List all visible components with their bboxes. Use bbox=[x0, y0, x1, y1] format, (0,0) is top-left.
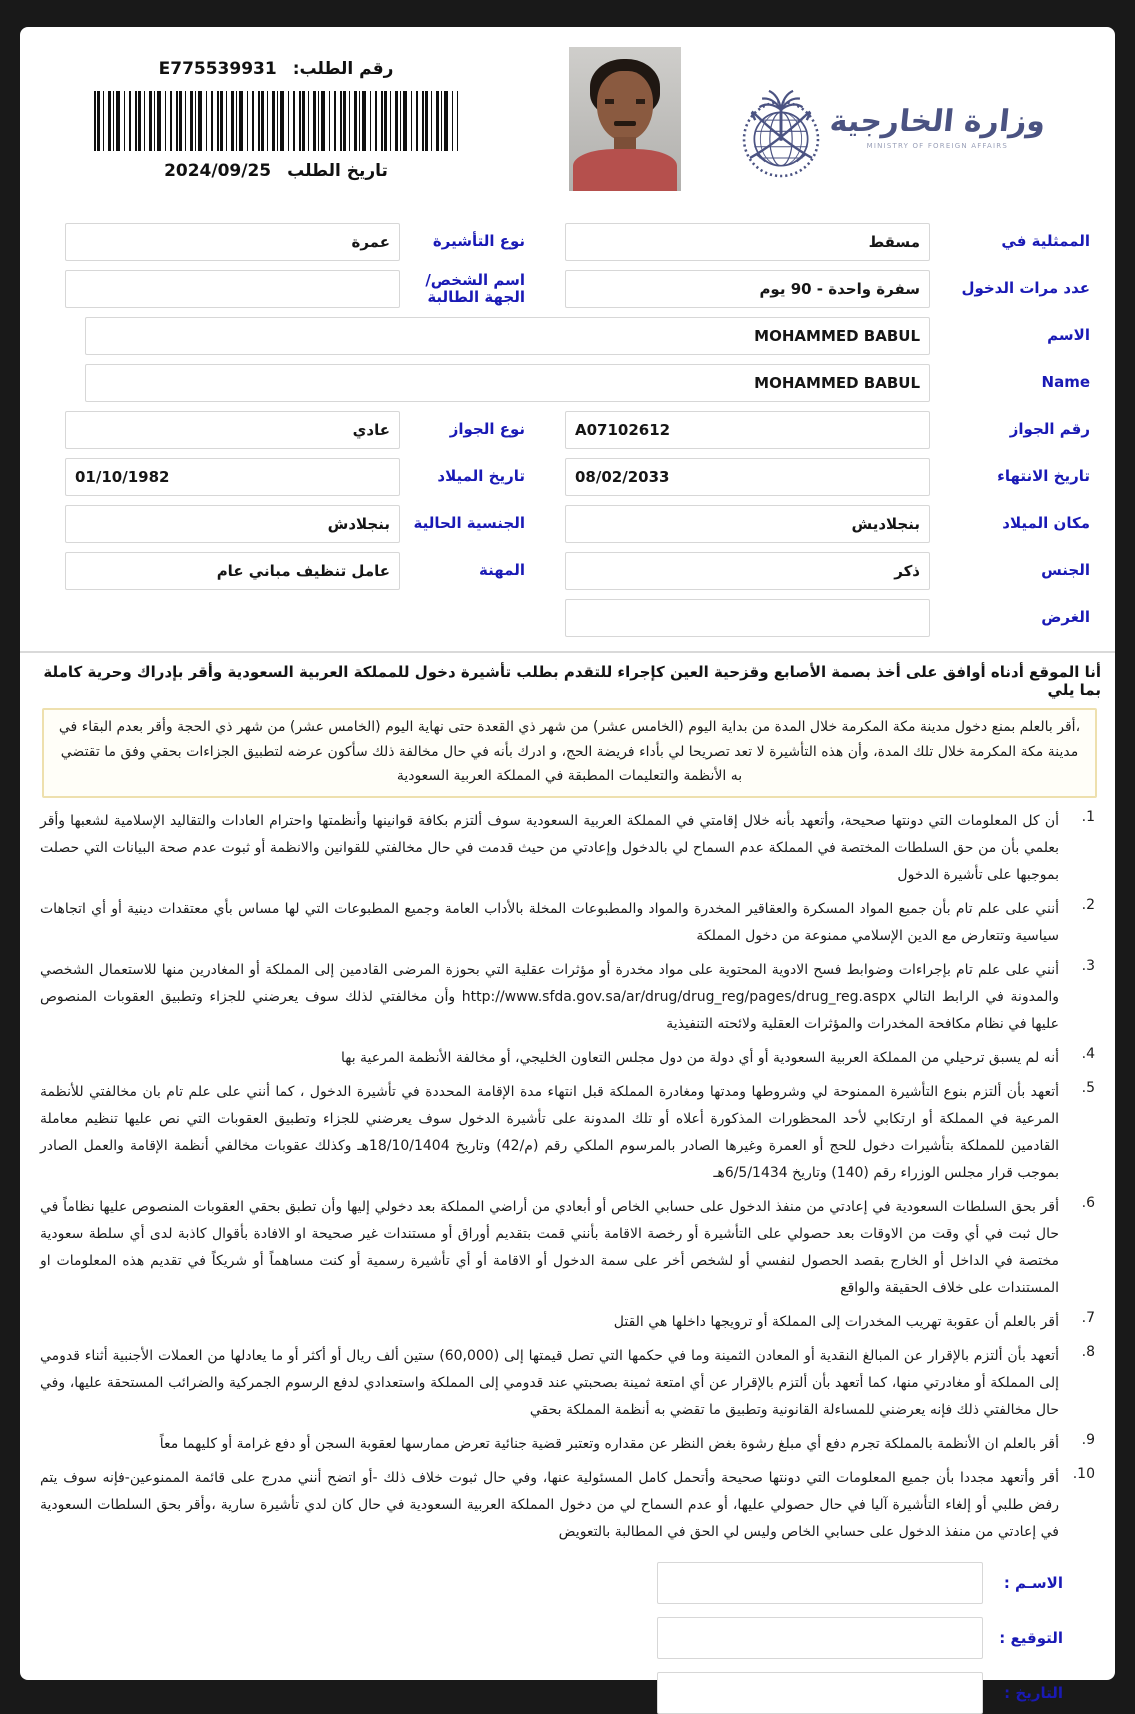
field-label-gender: الجنس bbox=[1041, 561, 1090, 580]
ministry-name-english: MINISTRY OF FOREIGN AFFAIRS bbox=[866, 141, 1008, 150]
field-value-mission: مسقط bbox=[565, 223, 930, 261]
makkah-notice: ،أقر بالعلم بمنع دخول مدينة مكة المكرمة خلال المدة من بداية اليوم (الخامس عشر) من شهر ذي القعدة حتى نهاية اليوم (الخامس عشر) من شهر ذي الحجة وأقر بعدم البقاء في مدينة مكة المكرمة خلال تلك المدة، وأن هذه التأشيرة لا تعد تصريحا لي بأداء فريضة الحج، و ادرك بأنه في حال مخالفة ذلك سأكون عرضه لتطبيق الجزاءات بحقي وفق ما تقتضي به الأنظمة والتعليمات المطبقة في المملكة العربية السعودية bbox=[42, 708, 1097, 798]
field-label-occupation: المهنة bbox=[479, 561, 525, 580]
signature-sign-field bbox=[657, 1617, 983, 1659]
request-date-value: 2024/09/25 bbox=[164, 161, 272, 181]
declaration-item bbox=[40, 957, 1095, 1038]
declaration-item-text: أنه لم يسبق ترحيلي من المملكة العربية السعودية أو أي دولة من دول مجلس التعاون الخليجي، أو مخالفة الأنظمة المرعية بها bbox=[340, 1049, 1059, 1066]
declaration-item-text: أقر بالعلم أن عقوبة تهريب المخدرات إلى المملكة أو ترويجها داخلها هي القتل bbox=[613, 1313, 1059, 1330]
declaration-item-text: أتعهد بأن ألتزم بنوع التأشيرة الممنوحة لي وشروطها ومدتها ومغادرة المملكة قبل انتهاء مدة الإقامة المحددة في تأشيرة الدخول ، كما أنني على علم تام بان مخالفتي للأنظمة المرعية في المملكة أو ارتكابي لأحد المحظورات المذكورة أعلاه أو تلك المدونة على تأشيرة الدخول سوف يعرضني للجزاء وتطبيق العقوبات التي نص عليها تنظيم معاملة القادمين للمملكة بتأشيرات دخول للحج أو العمرة وغيرها الصادر بالمرسوم الملكي رقم (م/42) وتاريخ 18/10/1404هـ وكذلك عقوبات مخالفي أنظمة الإقامة والعمل الصادر بموجب قرار مجلس الوزراء رقم (140) وتاريخ 6/5/1434هـ bbox=[40, 1083, 1060, 1181]
declaration-item-number: 10. bbox=[1072, 1465, 1095, 1482]
field-value-birth-place: بنجلاديش bbox=[565, 505, 930, 543]
field-label-mission: الممثلية في bbox=[1001, 232, 1090, 251]
document-header bbox=[20, 27, 1115, 207]
field-label-expiry-date: تاريخ الانتهاء bbox=[997, 467, 1090, 486]
declaration-item-number: 3. bbox=[1081, 957, 1095, 974]
declaration-item-text: أقر بالعلم ان الأنظمة بالمملكة تجرم دفع أي مبلغ رشوة بغض النظر عن مقداره وتعتبر قضية جنائية تعرض ممارسها لعقوبة السجن أو دفع غرامة أو كليهما معاً bbox=[159, 1435, 1059, 1452]
applicant-photo bbox=[569, 47, 681, 191]
field-label-requesting-party: اسم الشخص/الجهة الطالبة bbox=[425, 270, 525, 306]
declaration-item bbox=[40, 1194, 1095, 1302]
signature-date-label: التاريخ : bbox=[1004, 1683, 1063, 1702]
field-label-visa-type: نوع التأشيرة bbox=[432, 232, 525, 251]
declaration-heading: أنا الموقع أدناه أوافق على أخذ بصمة الأصابع وقزحية العين كإجراء للتقدم بطلب تأشيرة دخول للمملكة العربية السعودية وأقر بإدراك وحرية كاملة بما يلي bbox=[43, 663, 1101, 699]
field-label-entries: عدد مرات الدخول bbox=[961, 279, 1090, 298]
request-info bbox=[92, 47, 460, 181]
field-label-purpose: الغرض bbox=[1041, 608, 1090, 627]
visa-application-document bbox=[20, 27, 1115, 1702]
declaration-list bbox=[38, 806, 1101, 1546]
field-value-passport-number: A07102612 bbox=[565, 411, 930, 449]
field-value-purpose bbox=[565, 599, 930, 637]
field-value-occupation: عامل تنظيف مباني عام bbox=[65, 552, 400, 590]
signature-name-field bbox=[657, 1562, 983, 1604]
field-label-birth-date: تاريخ الميلاد bbox=[437, 467, 525, 486]
field-value-name-ar: MOHAMMED BABUL bbox=[85, 317, 930, 355]
declaration-item-number: 8. bbox=[1081, 1343, 1095, 1360]
request-number-value: E775539931 bbox=[158, 59, 277, 79]
declaration-item-text: أنني على علم تام بأن جميع المواد المسكرة والعقاقير المخدرة والمواد والمطبوعات المخلة بالأداب العامة وجميع المطبوعات التي لها مساس بأي معتقدات دينية أو أي اتجاهات سياسية وتتعارض مع الدين الإسلامي ممنوعة من دخول المملكة bbox=[40, 900, 1059, 944]
signature-section bbox=[20, 1562, 1115, 1714]
field-value-requesting-party bbox=[65, 270, 400, 308]
declaration-item-text: أقر وأتعهد مجددا بأن جميع المعلومات التي دونتها صحيحة وأتحمل كامل المسئولية عنها، وفي حال ثبوت خلاف ذلك -أو اتضح أنني مدرج على قائمة الممنوعين-فإنه سوف يتم رفض طلبي أو إلغاء التأشيرة آليا في حال حصولي عليها، أو عدم السماح لي من دخول المملكة العربية السعودية في حال كان لدي تأشيرة سارية ،وأقر بحق السلطات السعودية في إعادتي من منفذ الدخول على حسابي الخاص وليس لي الحق في المطالبة بالتعويض bbox=[40, 1469, 1059, 1540]
declaration-item-number: 4. bbox=[1081, 1045, 1095, 1062]
declaration-item-number: 9. bbox=[1081, 1431, 1095, 1448]
declaration-item-number: 1. bbox=[1081, 808, 1095, 825]
field-label-name-en: Name bbox=[1041, 373, 1090, 392]
request-date-label: تاريخ الطلب bbox=[287, 161, 388, 181]
declaration-item bbox=[40, 896, 1095, 950]
field-value-nationality: بنجلادش bbox=[65, 505, 400, 543]
field-value-name-en: MOHAMMED BABUL bbox=[85, 364, 930, 402]
declaration-item-text: أنني على علم تام بإجراءات وضوابط فسح الادوية المحتوية على مواد مخدرة أو مؤثرات عقلية التي بحوزة المرضى القادمين إلى المملكة أو المغادرين منها للاستعمال الشخصي والمدونة في الرابط التالي http://www.sfda.gov.sa/ar/drug/drug_reg/pages/drug_reg.aspx وأن مخالفتي لذلك سوف يعرضني للجزاء وتطبيق العقوبات المنصوص عليها في نظام مكافحة المخدرات والمؤثرات العقلية ولائحته التنفيذية bbox=[40, 961, 1060, 1032]
declaration-item bbox=[40, 1309, 1095, 1336]
declaration-item-text: أن كل المعلومات التي دونتها صحيحة، وأتعهد بأنه خلال إقامتي في المملكة العربية السعودية سوف ألتزم بكافة قوانينها وأنظمتها واحترام العادات والتقاليد الإسلامية لشعبها وأقر بعلمي بأن من حق السلطات المختصة في المملكة عدم السماح لي بالدخول وإعادتي من حيث قدمت في حال مخالفتي للقوانين والانظمة أو ثبوت عدم صحة البيانات التي حصلت بموجبها على تأشيرة الدخول bbox=[40, 812, 1059, 883]
field-value-passport-type: عادي bbox=[65, 411, 400, 449]
field-value-gender: ذكر bbox=[565, 552, 930, 590]
ministry-logo bbox=[790, 47, 1045, 179]
field-value-visa-type: عمرة bbox=[65, 223, 400, 261]
declaration-item-number: 2. bbox=[1081, 896, 1095, 913]
declaration-item-number: 6. bbox=[1081, 1194, 1095, 1211]
declaration-item bbox=[40, 1045, 1095, 1072]
signature-name-label: الاسـم : bbox=[1003, 1573, 1063, 1592]
declaration-item bbox=[40, 1465, 1095, 1546]
field-value-expiry-date: 08/02/2033 bbox=[565, 458, 930, 496]
ministry-name-arabic: وزارة الخارجية bbox=[827, 103, 1047, 139]
declaration-item bbox=[40, 808, 1095, 889]
signature-date-field bbox=[657, 1672, 983, 1714]
field-label-passport-type: نوع الجواز bbox=[449, 420, 525, 439]
declaration-section bbox=[20, 651, 1115, 1546]
application-fields bbox=[20, 207, 1115, 637]
field-label-nationality: الجنسية الحالية bbox=[413, 514, 525, 533]
declaration-item-text: أتعهد بأن ألتزم بالإقرار عن المبالغ النقدية أو المعادن الثمينة وما في حكمها التي تصل قيمتها إلى (60,000) ستين ألف ريال أو أكثر أو ما يعادلها من العملات الأجنبية أثناء قدومي إلى المملكة أو مغادرتي منها، كما أتعهد بأن ألتزم بالإقرار عن أي امتعة ثمينة بصحبتي عند قدومي إلى المملكة واستعدادي لدفع الرسوم الجمركية والضرائب المستحقة عليها، وفي حال مخالفتي ذلك فإنه يعرضني للمساءلة القانونية وتطبيق ما تقضي به أنظمة المملكة بحقي bbox=[40, 1347, 1060, 1418]
field-value-entries: سفرة واحدة - 90 يوم bbox=[565, 270, 930, 308]
request-number-label: رقم الطلب: bbox=[292, 59, 394, 79]
declaration-item bbox=[40, 1343, 1095, 1424]
declaration-item bbox=[40, 1431, 1095, 1458]
field-value-birth-date: 01/10/1982 bbox=[65, 458, 400, 496]
field-label-name-ar: الاسم bbox=[1047, 326, 1090, 345]
barcode-image bbox=[94, 91, 458, 151]
signature-sign-label: التوقيع : bbox=[999, 1628, 1063, 1647]
mofa-emblem-icon bbox=[738, 75, 824, 179]
declaration-item-text: أقر بحق السلطات السعودية في إعادتي من منفذ الدخول على حسابي الخاص أو أبعادي من أراضي المملكة بعد دخولي إليها وأن تطبق بحقي العقوبات المنصوص عليها نظاماً في حال ثبت في أي وقت من الاوقات بعد حصولي على التأشيرة أو رخصة الاقامة بأنني قمت بتقديم أوراق أو مستندات غير صحيحة او الافادة بأقوال كاذبة لدى أي سلطة سعودية مختصة في الداخل أو الخارج بقصد الحصول لنفسي أو لشخص أخر على سمة الدخول أو الاقامة أو أي تأشيرة رسمية أو كنت مساهماً أو شريكاً في تقديم هذه المعلومات او المستندات على خلاف الحقيقة والواقع bbox=[40, 1198, 1059, 1296]
declaration-item bbox=[40, 1079, 1095, 1187]
declaration-item-number: 7. bbox=[1081, 1309, 1095, 1326]
field-label-passport-number: رقم الجواز bbox=[1009, 420, 1090, 439]
declaration-item-number: 5. bbox=[1081, 1079, 1095, 1096]
field-label-birth-place: مكان الميلاد bbox=[1002, 514, 1090, 533]
